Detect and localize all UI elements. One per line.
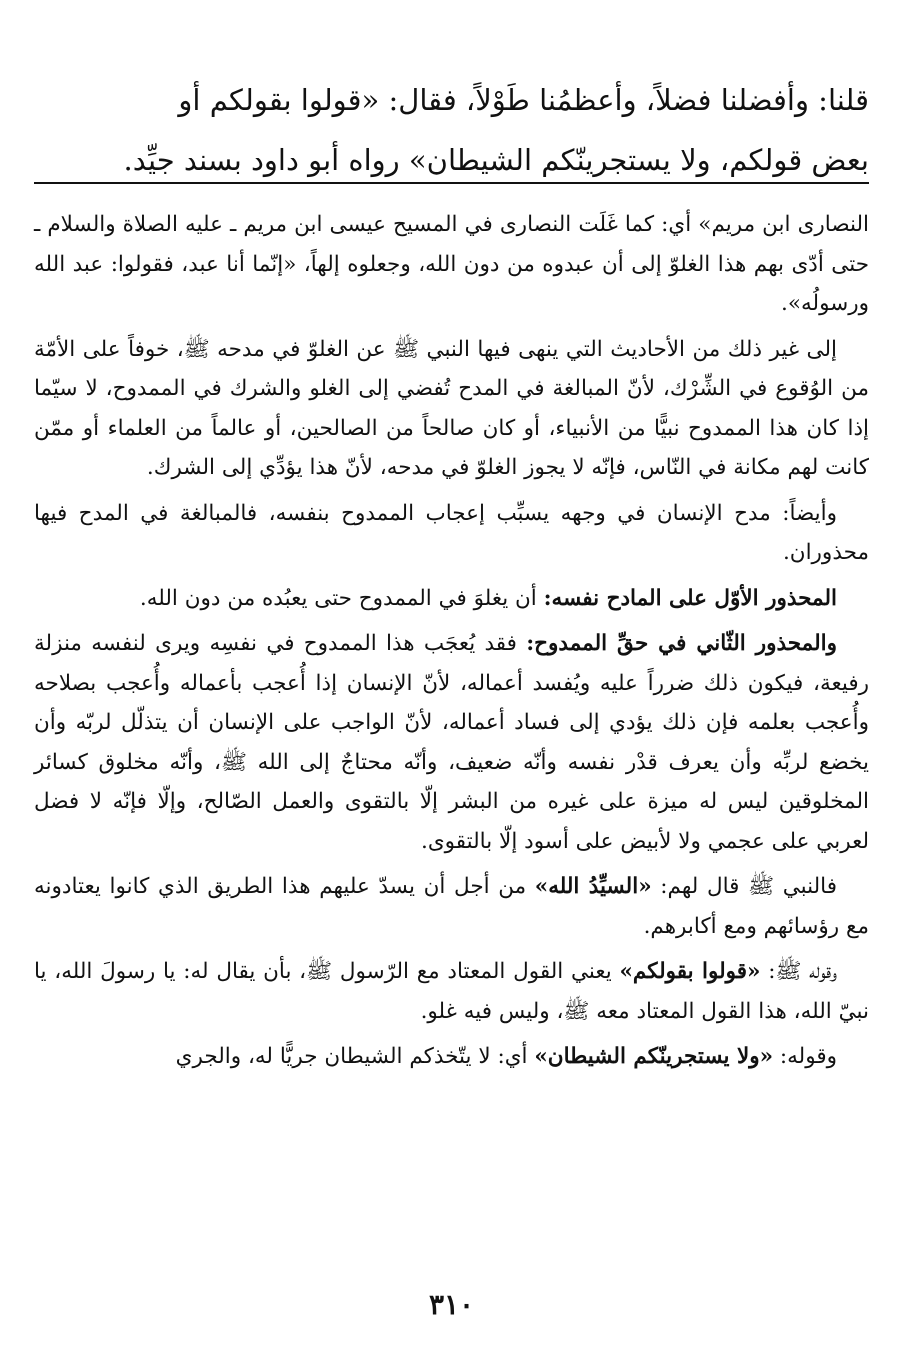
commentary-paragraph-8	[34, 1037, 869, 1077]
commentary-block	[34, 205, 869, 1083]
paragraph-7-lead: وقوله ﷺ:	[760, 959, 838, 984]
first-caution-text: أن يغلوَ في الممدوح حتى يعبُده من دون الله.	[139, 585, 544, 611]
second-caution-heading: والمحذور الثّاني في حقِّ الممدوح:	[526, 631, 837, 656]
hadith-line-2: بعض قولكم، ولا يستجرينّكم الشيطان» رواه أبو داود بسند جيِّد.	[123, 143, 869, 177]
second-caution-text: فقد يُعجَب هذا الممدوح في نفسِه ويرى لنفسه منزلة رفيعة، فيكون ذلك ضرراً عليه ويُفسد أعماله، لأنّ الإنسان إذا أُعجب بأعماله وأُعجب بصلاحه وأُعجب بعلمه فإن ذلك يؤدي إلى فساد أعماله، لأنّ الواجب على الإنسان أن يتذلّل لربّه وأن يخضع لربِّه وأن يعرف قدْر نفسه وأنّه ضعيف، وأنّه محتاجٌ إلى الله ﷺ، وأنّه مخلوق كسائر المخلوقين ليس له ميزة على غيره من البشر إلّا بالتقوى والعمل الصّالح، وإلّا فإنّه لا فضل لعربي على عجمي ولا لأبيض على أسود إلّا بالتقوى.	[34, 631, 869, 854]
quote-al-sayyid-allah: «السيِّدُ الله»	[534, 874, 652, 899]
hadith-text-block	[34, 70, 869, 190]
quote-qulu-bi-qawlikum: «قولوا بقولكم»	[619, 959, 761, 984]
commentary-paragraph-1: النصارى ابن مريم» أي: كما غَلَت النصارى في المسيح عيسى ابن مريم ـ عليه الصلاة والسلام ـ حتى أدّى بهم هذا الغلوّ إلى أن عبدوه من دون الله، وجعلوه إلهاً، «إنّما أنا عبد، فقولوا: عبد الله ورسولُه».	[34, 212, 869, 316]
commentary-paragraph-3: وأيضاً: مدح الإنسان في وجهه يسبِّب إعجاب الممدوح بنفسه، فالمبالغة في المدح فيها محذوران.	[34, 500, 869, 565]
commentary-paragraph-5	[34, 624, 869, 861]
paragraph-7-rest: يعني القول المعتاد مع الرّسول ﷺ، بأن يقال له: يا رسولَ الله، يا نبيّ الله، هذا القول المعتاد معه ﷺ، وليس فيه غلو.	[34, 959, 869, 1024]
quote-la-yastajrinnakum: «ولا يستجرينّكم الشيطان»	[534, 1044, 774, 1069]
commentary-paragraph-7	[34, 952, 869, 1031]
paragraph-6-lead: فالنبي ﷺ قال لهم:	[651, 874, 837, 899]
hadith-line-1: قلنا: وأفضلنا فضلاً، وأعظمُنا طَوْلاً، فقال: «قولوا بقولكم أو	[178, 83, 869, 117]
commentary-paragraph-2: إلى غير ذلك من الأحاديث التي ينهى فيها النبي ﷺ عن الغلوّ في مدحه ﷺ، خوفاً على الأمّة من الوُقوع في الشِّرْك، لأنّ المبالغة في المدح تُفضي إلى الغلو والشرك في الممدوح، لا سيّما إذا كان هذا الممدوح نبيًّا من الأنبياء، أو كان صالحاً من الصالحين، أو عالماً من العلماء أو ممّن كانت لهم مكانة في النّاس، فإنّه لا يجوز الغلوّ في مدحه، لأنّ هذا يؤدِّي إلى الشرك.	[34, 336, 869, 480]
commentary-paragraph-4	[34, 579, 869, 619]
paragraph-8-lead: وقوله:	[773, 1044, 837, 1069]
paragraph-6-rest: من أجل أن يسدّ عليهم هذا الطريق الذي كانوا يعتادونه مع رؤسائهم ومع أكابرهم.	[34, 874, 869, 939]
page-number: ٣١٠	[428, 1288, 475, 1321]
commentary-paragraph-6	[34, 867, 869, 946]
first-caution-heading: المحذور الأوّل على المادح نفسه:	[543, 585, 837, 611]
paragraph-8-rest: أي: لا يتّخذكم الشيطان جريًّا له، والجري	[175, 1044, 535, 1069]
footnote-divider	[34, 182, 869, 184]
